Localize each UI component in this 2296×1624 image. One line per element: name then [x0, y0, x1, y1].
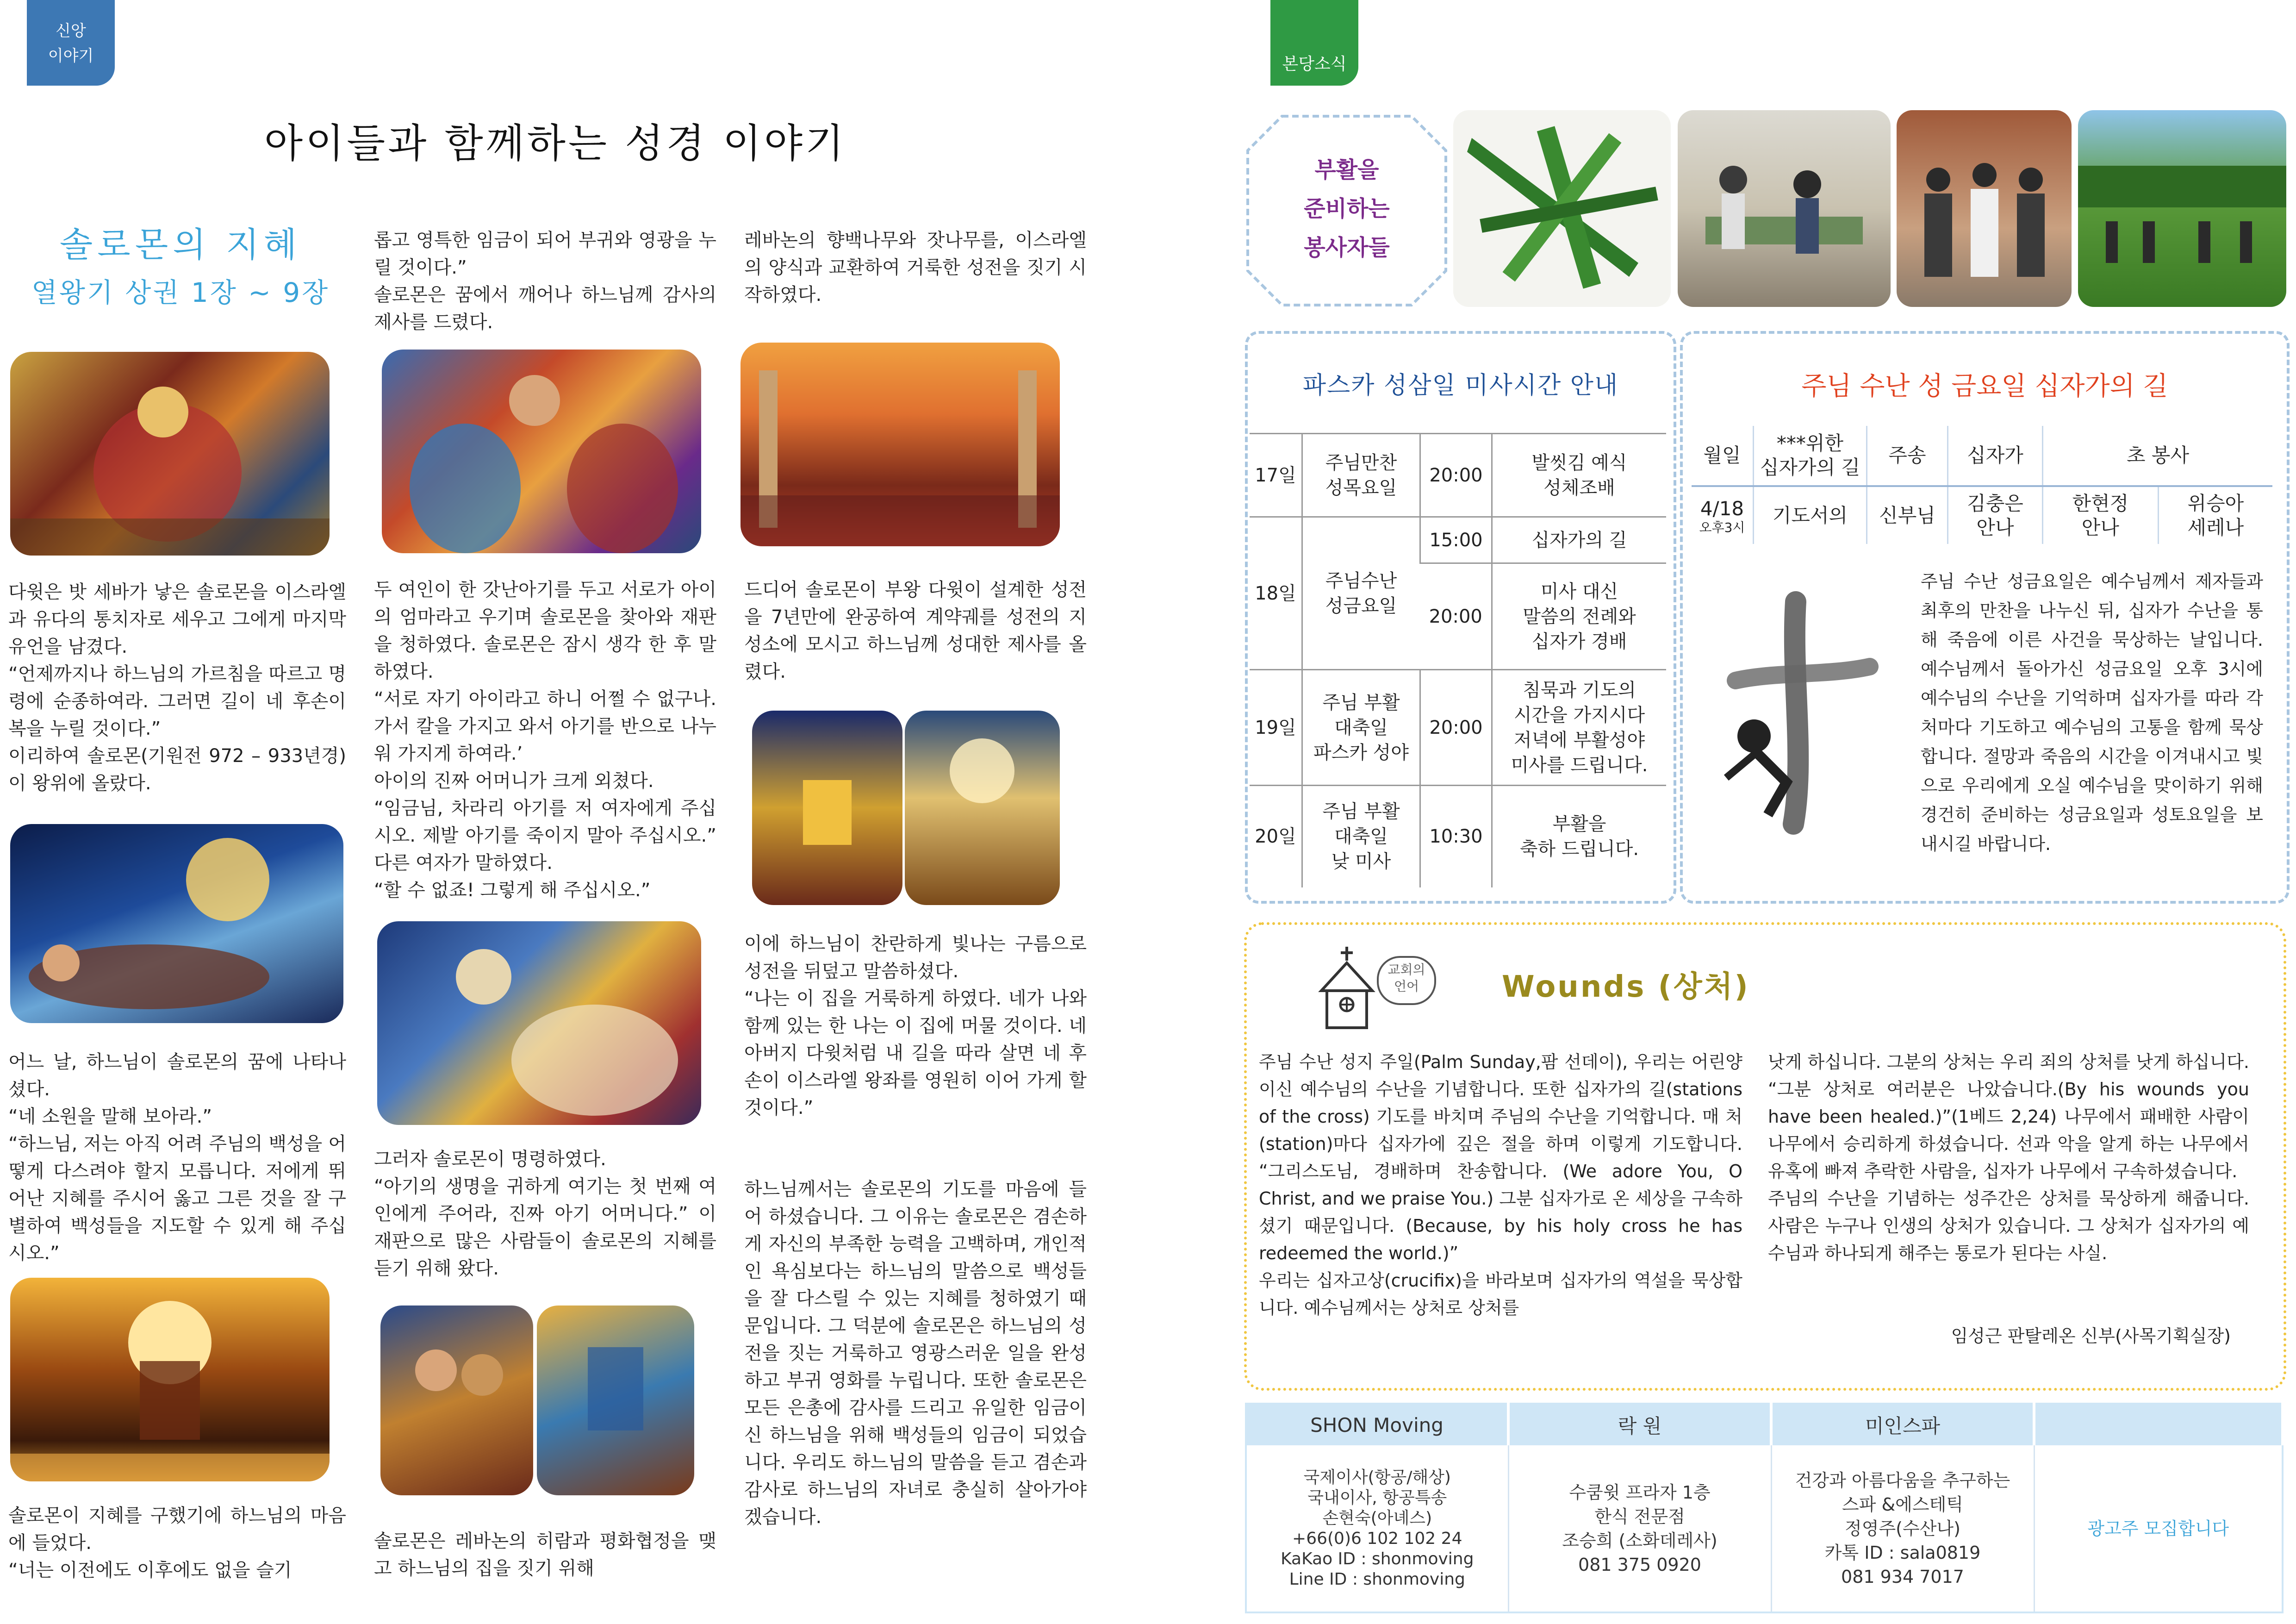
illustration-temple-interior	[905, 711, 1060, 905]
cross-figure-icon	[1694, 583, 1898, 843]
section-tab-parish-news	[1270, 0, 1358, 86]
wounds-author: 임성근 판탈레온 신부(사목기획실장)	[1951, 1326, 2231, 1346]
way-time: 오후3시	[1699, 519, 1745, 535]
wounds-text-col1: 주님 수난 성지 주일(Palm Sunday,팜 선데이), 우리는 어린양이신 예수님의 수난을 기념합니다. 또한 십자가의 길(stations of the cross) 기도를 바치며 주님의 수난을 기억합니다. 매 처(station)마다 십자가에 깊은 절을 하며 이렇게 기도합니다. “그리스도님, 경배하며 찬송합니다. (We adore You, O Christ, and we praise You.) 그분 십자가로 온 세상을 구속하셨기 때문입니다. (Because, by his holy cross he has redeemed the world.)” 우리는 십자고상(crucifix)을 바라보며 십자가의 역설을 묵상합니다. 예수님께서는 상처로 상처를	[1259, 1052, 1742, 1318]
schedule-date: 17일	[1250, 434, 1302, 517]
illustration-solomon-hiram-left	[380, 1305, 533, 1495]
schedule-desc: 부활을 축하 드립니다.	[1492, 786, 1667, 887]
way-header: 월일	[1692, 426, 1754, 486]
mass-schedule-table	[1250, 433, 1666, 887]
story-paragraph: 레바논의 향백나무와 잣나무를, 이스라엘의 양식과 교환하여 거룩한 성전을 짓기 시작하였다.	[744, 230, 1087, 306]
story-paragraph: 솔로몬은 레바논의 히람과 평화협정을 맺고 하느님의 집을 짓기 위해	[374, 1530, 716, 1579]
way-header: 초 봉사	[2043, 426, 2273, 486]
schedule-time: 20:00	[1420, 670, 1492, 786]
way-intent: 기도서의	[1754, 486, 1867, 544]
schedule-desc: 미사 대신 말씀의 전례와 십자가 경배	[1492, 563, 1667, 670]
ad-body-miin-spa: 건강과 아름다움을 추구하는 스파 &에스테틱 정영주(수산나) 카톡 ID : sala0819 081 934 7017	[1771, 1445, 2034, 1612]
way-of-cross-table	[1692, 426, 2272, 544]
story-title: 솔로몬의 지혜	[59, 225, 302, 265]
caption-line: 부활을	[1314, 157, 1379, 183]
schedule-day: 주님 부활 대축일 파스카 성야	[1302, 670, 1420, 786]
tab-line: 신앙	[56, 22, 86, 40]
caption-line: 봉사자들	[1304, 235, 1390, 261]
way-date-cell	[1692, 486, 1754, 544]
church-icon	[1317, 944, 1377, 1032]
way-lead: 신부님	[1867, 486, 1948, 544]
story-paragraph: 다윗은 밧 세바가 낳은 솔로몬을 이스라엘과 유다의 통치자로 세우고 그에게 마지막 유언을 남겼다. “언제까지나 하느님의 가르침을 따르고 명령에 순종하여라. 그러면 길이 네 후손이 복을 누릴 것이다.” 이리하여 솔로몬(기원전 972 – 933년경)이 왕위에 올랐다.	[8, 581, 346, 794]
photo-palm-leaves	[1453, 110, 1671, 307]
wounds-text-col2: 낫게 하십니다. 그분의 상처는 우리 죄의 상처를 낫게 하십니다. “그분 상처로 여러분은 나았습니다.(By his wounds you have been healed.)”(1베드 2,24) 나무에서 패배한 사람이 나무에서 승리하게 하셨습니다. 선과 악을 알게 하는 나무에서 유혹에 빠져 추락한 사람을, 십자가 나무에서 구속하셨습니다. 주님의 수난을 기념하는 성주간은 상처를 묵상하게 해줍니다. 사람은 누구나 인생의 상처가 있습니다. 그 상처가 십자가의 예수님과 하나되게 해주는 통로가 된다는 사실.	[1768, 1052, 2249, 1263]
church-language-bubble	[1377, 956, 1436, 1005]
ad-header: SHON Moving	[1246, 1404, 1508, 1445]
ad-header: 미인스파	[1771, 1404, 2034, 1445]
way-cross-bearer: 김충은 안나	[1948, 486, 2043, 544]
way-candle-2: 위승아 세레나	[2158, 486, 2272, 544]
ad-header	[2034, 1404, 2283, 1445]
illustration-temple-building	[740, 343, 1060, 546]
schedule-day: 주님 부활 대축일 낮 미사	[1302, 786, 1420, 887]
story-paragraph: 그러자 솔로몬이 명령하였다. “아기의 생명을 귀하게 여기는 첫 번째 여인에게 주어라, 진짜 아기 어머니다.” 이 재판으로 많은 사람들이 솔로몬의 지혜를 듣기 위해 왔다.	[374, 1149, 716, 1279]
photo-garden-gathering	[2078, 110, 2286, 307]
illustration-king-david-crowning	[10, 352, 330, 556]
page-title: 아이들과 함께하는 성경 이야기	[264, 120, 846, 167]
photo-volunteers-preparing	[1678, 110, 1891, 307]
illustration-solomon-dream	[10, 824, 343, 1023]
schedule-desc: 발씻김 예식 성체조배	[1492, 434, 1667, 517]
story-paragraph: 롭고 영특한 임금이 되어 부귀와 영광을 누릴 것이다.” 솔로몬은 꿈에서 깨어나 하느님께 감사의 제사를 드렸다.	[374, 230, 716, 333]
way-header: 십자가	[1948, 426, 2043, 486]
way-candle-1: 한현정 안나	[2043, 486, 2159, 544]
story-paragraph: 두 여인이 한 갓난아기를 두고 서로가 아이의 엄마라고 우기며 솔로몬을 찾아와 재판을 청하였다. 솔로몬은 잠시 생각 한 후 말하였다. “서로 자기 아이라고 하니 어쩔 수 없구나. 가서 칼을 가지고 와서 아기를 반으로 나누워 가지게 하여라.’ 아이의 진짜 어머니가 크게 외쳤다. “임금님, 차라리 아기를 저 여자에게 주십시오. 제발 아기를 죽이지 말아 주십시오.” 다른 여자가 말하였다. “할 수 없죠! 그렇게 해 주십시오.”	[374, 579, 716, 901]
ads-table	[1245, 1403, 2284, 1613]
schedule-day: 주님만찬 성목요일	[1302, 434, 1420, 517]
illustration-ark-of-covenant	[752, 711, 902, 905]
schedule-day: 주님수난 성금요일	[1302, 517, 1420, 670]
way-date: 4/18	[1700, 497, 1744, 520]
story-paragraph: 어느 날, 하느님이 솔로몬의 꿈에 나타나셨다. “네 소원을 말해 보아라.” “하느님, 저는 아직 어려 주님의 백성을 어떻게 다스려야 할지 모릅니다. 저에게 뛰어난 지혜를 주시어 옳고 그른 것을 잘 구별하여 백성들을 지도할 수 있게 해 주십시오.”	[8, 1051, 346, 1264]
wounds-title: Wounds (상처)	[1502, 970, 1750, 1004]
schedule-date: 18일	[1250, 517, 1302, 670]
schedule-time: 20:00	[1420, 434, 1492, 517]
caption-line: 준비하는	[1304, 196, 1390, 222]
story-paragraph: 솔로몬이 지혜를 구했기에 하느님의 마음에 들었다. “너는 이전에도 이후에도 없을 슬기	[8, 1505, 346, 1581]
schedule-desc: 침묵과 기도의 시간을 가지시다 저녁에 부활성야 미사를 드립니다.	[1492, 670, 1667, 786]
way-of-cross-title: 주님 수난 성 금요일 십자가의 길	[1801, 371, 2168, 401]
way-header: ***위한 십자가의 길	[1754, 426, 1867, 486]
story-paragraph: 드디어 솔로몬이 부왕 다윗이 설계한 성전을 7년만에 완공하여 계약궤를 성전의 지성소에 모시고 하느님께 성대한 제사를 올렸다.	[744, 579, 1087, 682]
illustration-solomon-judgement	[377, 921, 701, 1125]
photo-volunteers-group	[1897, 110, 2072, 307]
ad-body-rakwon: 수쿰윗 프라자 1층 한식 전문점 조승희 (소화데레사) 081 375 0920	[1508, 1445, 1771, 1612]
schedule-time: 20:00	[1420, 563, 1492, 670]
schedule-desc: 십자가의 길	[1492, 517, 1667, 563]
schedule-time: 10:30	[1420, 786, 1492, 887]
ad-header: 락 원	[1508, 1404, 1771, 1445]
mass-schedule-title: 파스카 성삼일 미사시간 안내	[1302, 372, 1619, 400]
schedule-date: 20일	[1250, 786, 1302, 887]
tab-label: 본당소식	[1282, 55, 1347, 74]
bubble-line: 교회의	[1388, 962, 1425, 977]
bubble-line: 언어	[1394, 979, 1419, 994]
schedule-date: 19일	[1250, 670, 1302, 786]
illustration-solomon-throne	[10, 1278, 330, 1481]
way-of-cross-text: 주님 수난 성금요일은 예수님께서 제자들과 최후의 만찬을 나누신 뒤, 십자가 수난을 통해 죽음에 이른 사건을 묵상하는 날입니다. 예수님께서 돌아가신 성금요일 오후 3시에 예수님의 수난을 기억하며 십자가를 따라 각 처마다 기도하고 예수님의 고통을 함께 묵상합니다. 절망과 죽음의 시간을 이겨내시고 빛으로 우리에게 오실 예수님을 맞이하기 위해 경건히 준비하는 성금요일과 성토요일을 보내시길 바랍니다.	[1921, 571, 2263, 854]
volunteers-caption	[1245, 150, 1449, 267]
story-reference: 열왕기 상권 1장 ~ 9장	[31, 277, 330, 308]
story-paragraph: 이에 하느님이 찬란하게 빛나는 구름으로 성전을 뒤덮고 말씀하셨다. “나는 이 집을 거룩하게 하였다. 네가 나와 함께 있는 한 나는 이 집에 머물 것이다. 네 아버지 다윗처럼 내 길을 따라 살면 네 후손이 이스라엘 왕좌를 영원히 이어 가게 할 것이다.”	[744, 933, 1087, 1118]
tab-line: 이야기	[48, 47, 94, 65]
ad-recruit: 광고주 모집합니다	[2087, 1518, 2229, 1539]
way-header: 주송	[1867, 426, 1948, 486]
story-paragraph: 하느님께서는 솔로몬의 기도를 마음에 들어 하셨습니다. 그 이유는 솔로몬은 겸손하게 자신의 부족한 능력을 고백하며, 개인적인 욕심보다는 하느님의 말씀으로 백성들을 잘 다스릴 수 있는 지혜를 청하였기 때문입니다. 그 덕분에 솔로몬은 하느님의 성전을 짓는 거룩하고 영광스러운 일을 완성하고 부귀 영화를 누립니다. 또한 솔로몬은 모든 은총에 감사를 드리고 유일한 임금이신 하느님을 위해 백성들의 임금이 되었습니다. 우리도 하느님의 말씀을 듣고 겸손과 감사로 하느님의 자녀로 충실히 살아가야겠습니다.	[744, 1179, 1087, 1528]
section-tab-faith	[27, 0, 115, 86]
schedule-time: 15:00	[1420, 517, 1492, 563]
ad-body-shon-moving: 국제이사(항공/해상) 국내이사, 항공특송 손현숙(아녜스) +66(0)6 102 102 24 KaKao ID : shonmoving Line ID : shonmoving	[1246, 1445, 1508, 1612]
illustration-solomon-hiram-right	[537, 1305, 694, 1495]
illustration-two-women-trial	[382, 350, 701, 553]
